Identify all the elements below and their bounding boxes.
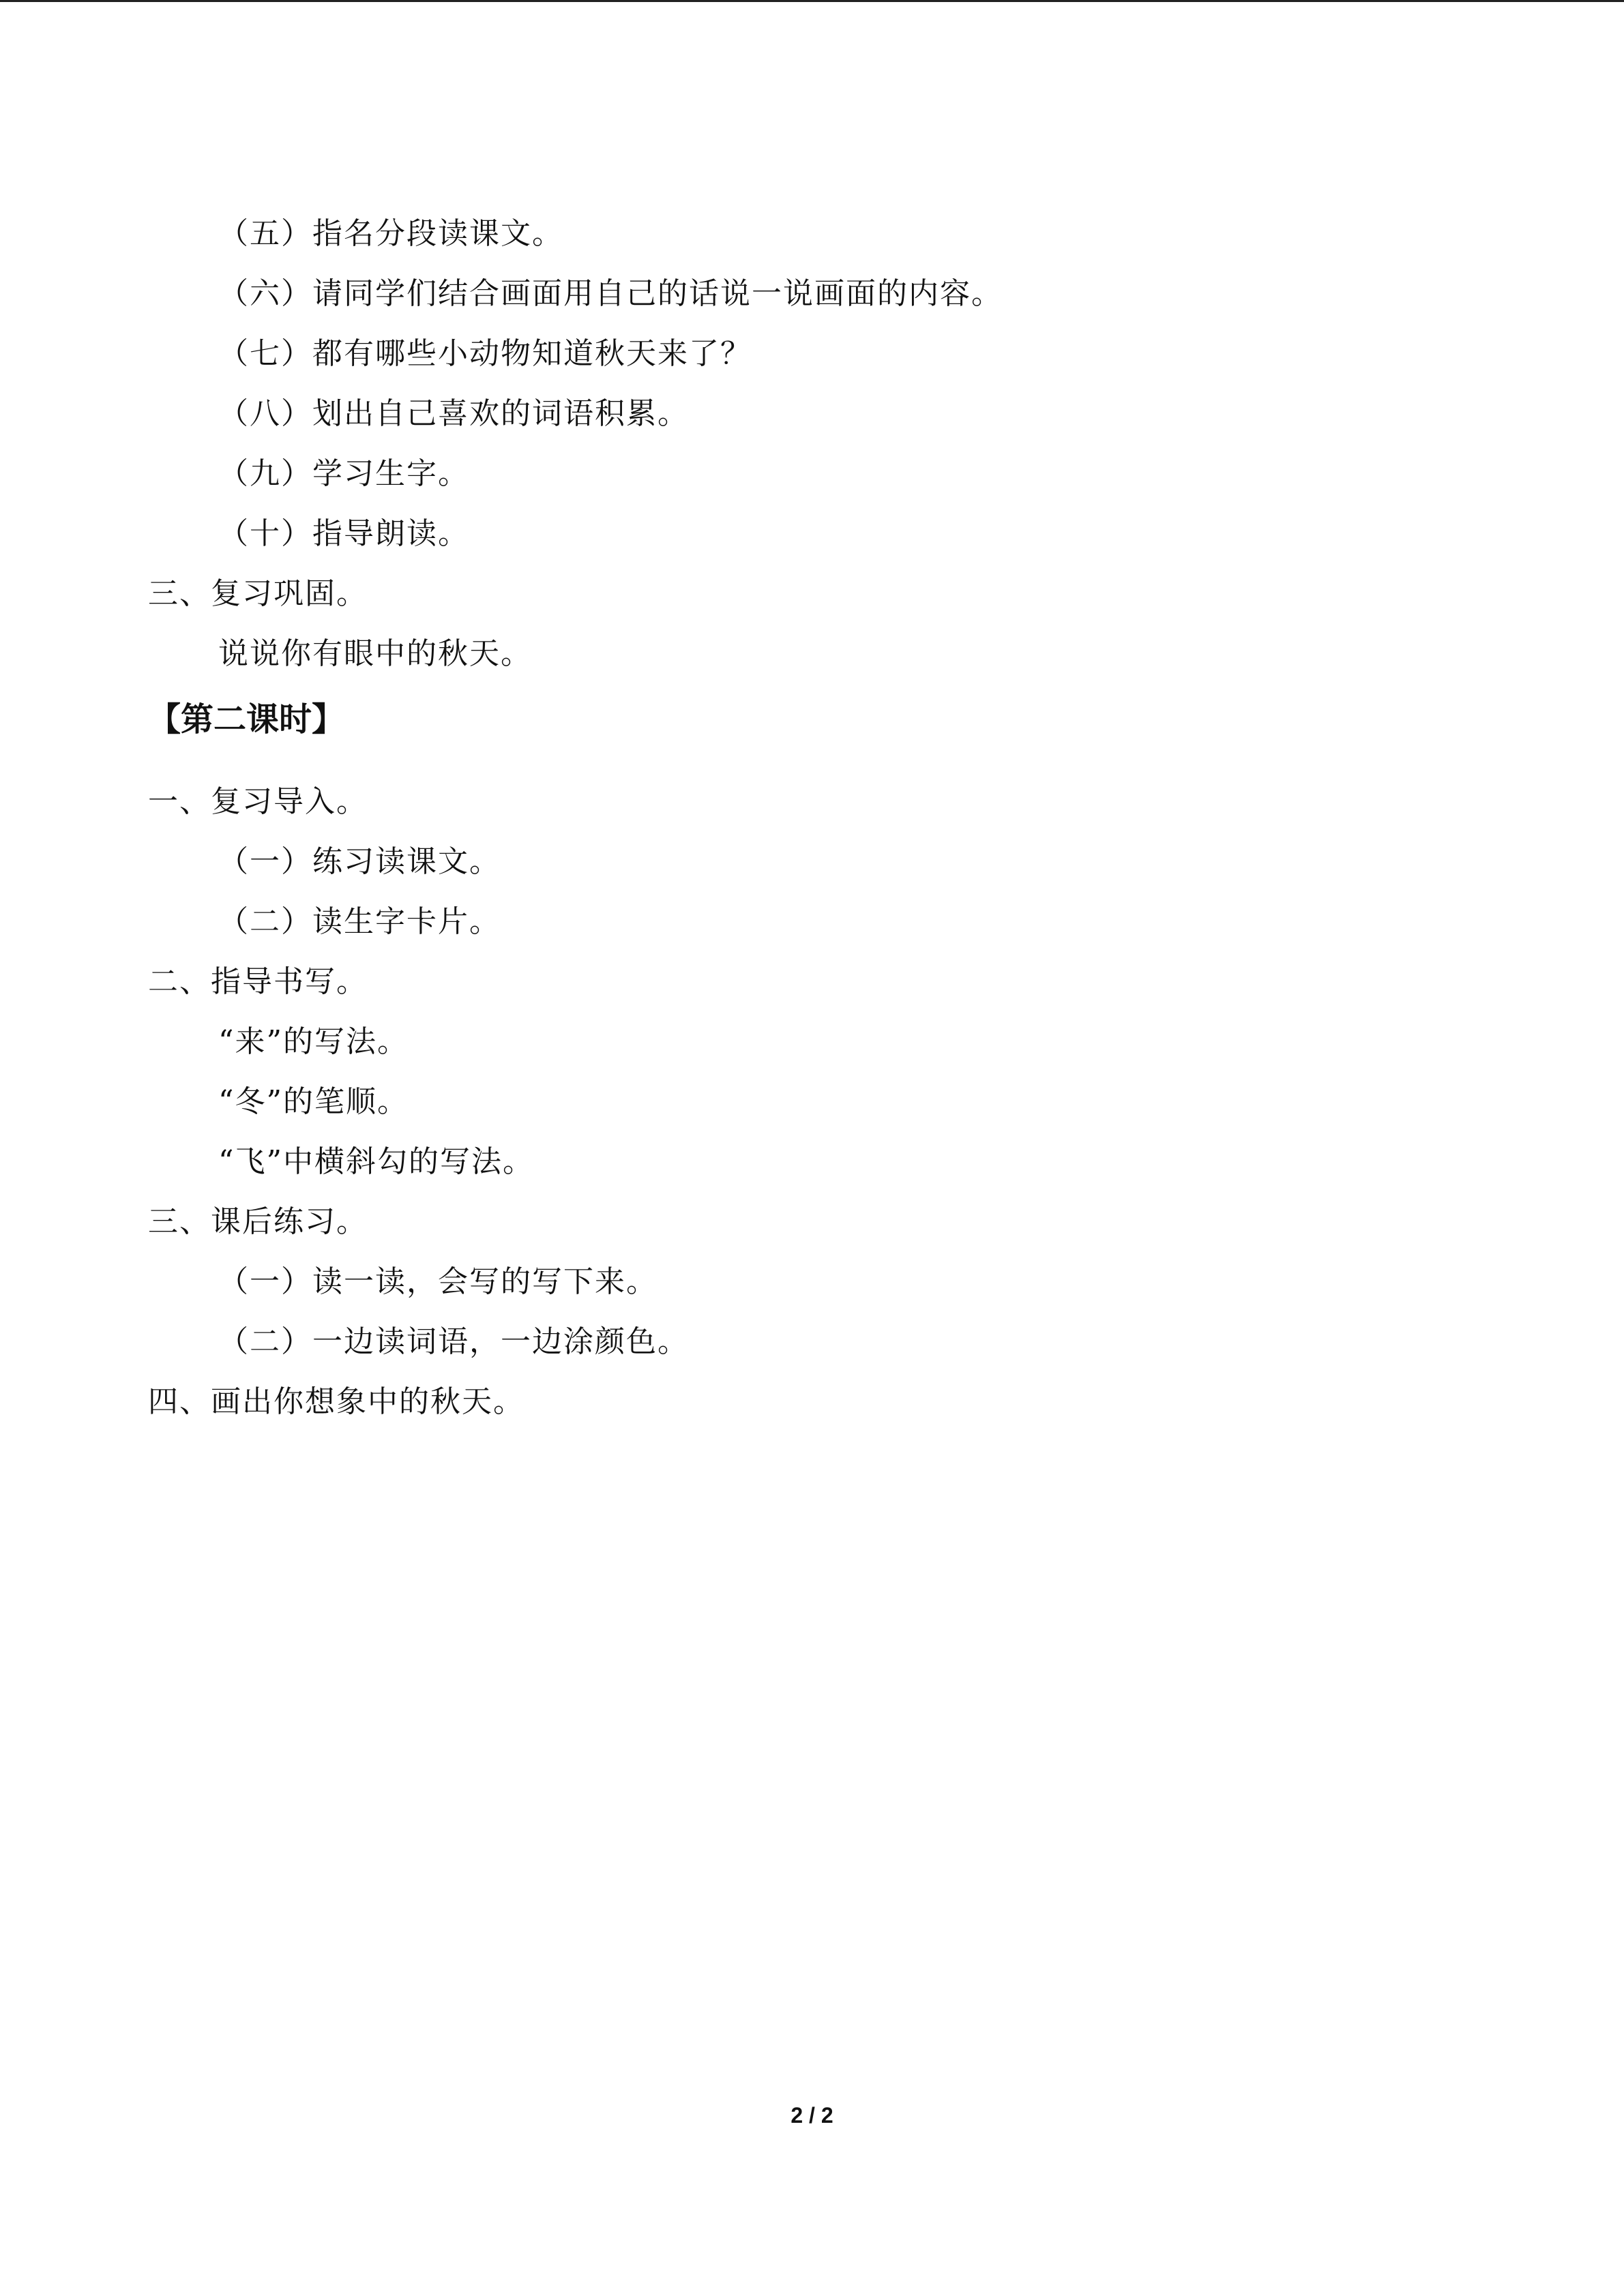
list-item: （二）读生字卡片。 <box>218 904 501 939</box>
list-item: （六）请同学们结合画面用自己的话说一说画面的内容。 <box>218 276 1003 311</box>
list-item: “冬”的笔顺。 <box>218 1084 409 1119</box>
list-item: （五）指名分段读课文。 <box>218 216 563 251</box>
section-title: 三、课后练习。 <box>148 1204 368 1239</box>
lesson-heading: 【第二课时】 <box>148 700 345 739</box>
section-title: 四、画出你想象中的秋天。 <box>148 1384 525 1419</box>
list-item: “来”的写法。 <box>218 1024 409 1059</box>
section-title: 一、复习导入。 <box>148 784 368 819</box>
list-item: （七）都有哪些小动物知道秋天来了？ <box>218 336 752 371</box>
list-item: （一）读一读，会写的写下来。 <box>218 1264 658 1299</box>
list-item: （九）学习生字。 <box>218 456 469 491</box>
list-item: （八）划出自己喜欢的词语积累。 <box>218 396 689 431</box>
list-item: （二）一边读词语，一边涂颜色。 <box>218 1324 689 1359</box>
list-item: “飞”中横斜勾的写法。 <box>218 1144 534 1179</box>
page-number: 2 / 2 <box>791 2103 833 2128</box>
list-item: （十）指导朗读。 <box>218 516 469 551</box>
section-title: 三、复习巩固。 <box>148 576 368 611</box>
section-title: 二、指导书写。 <box>148 964 368 999</box>
section-body: 说说你有眼中的秋天。 <box>218 636 532 671</box>
list-item: （一）练习读课文。 <box>218 844 501 879</box>
